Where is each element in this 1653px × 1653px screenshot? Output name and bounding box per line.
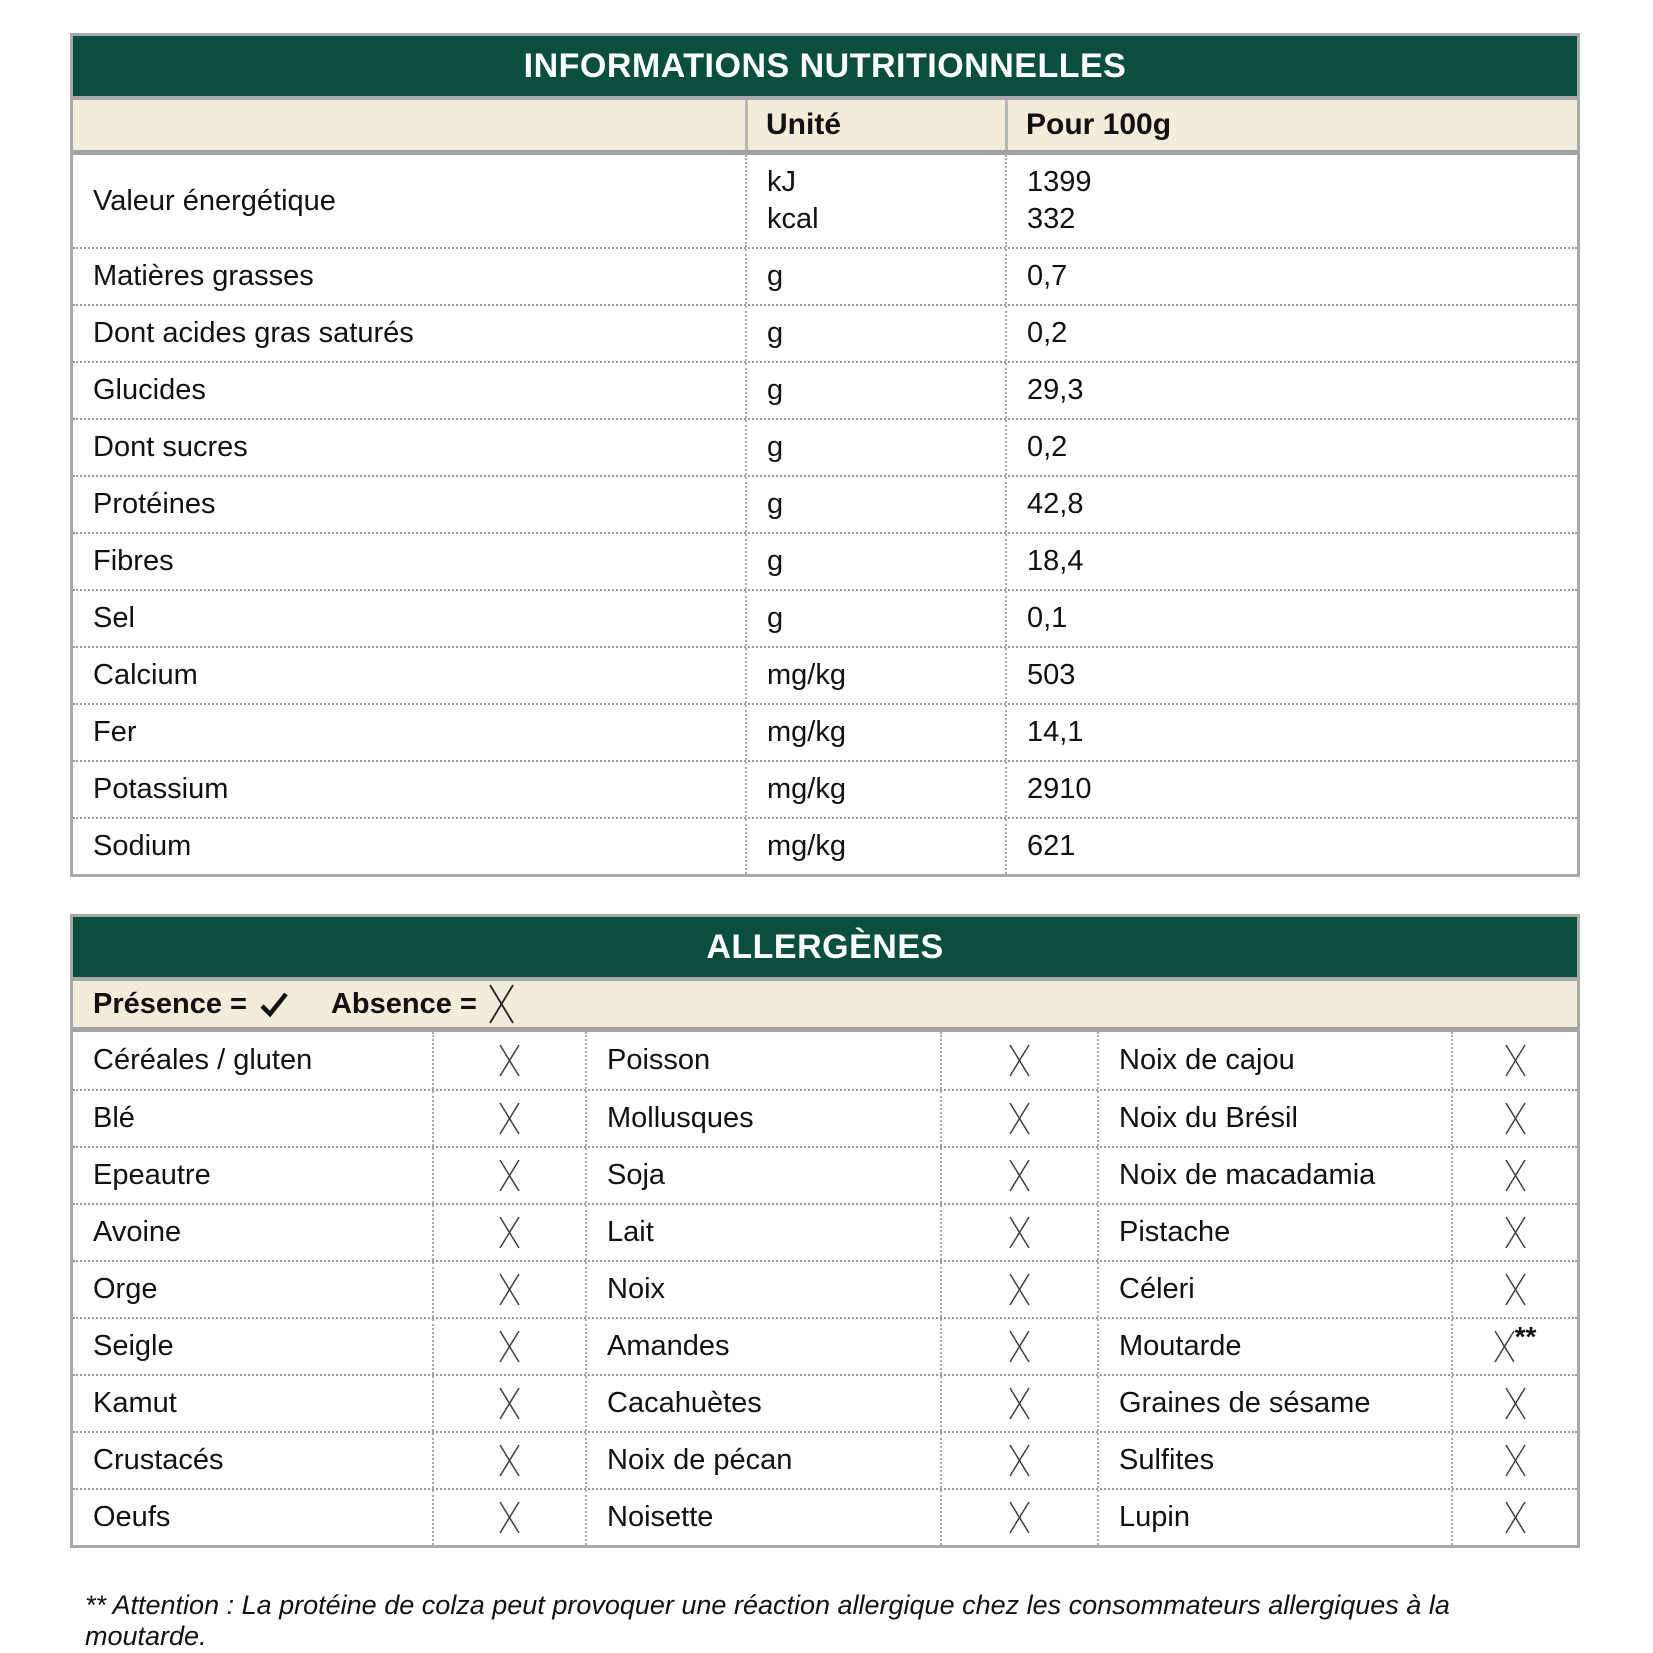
nutrient-value: 621 [1005,819,1577,874]
nutrient-unit: mg/kg [745,705,1005,760]
nutrient-label: Protéines [93,488,216,520]
allergen-label: Céréales / gluten [93,1044,313,1076]
nutrient-value: 0,1 [1005,591,1577,646]
energy-value-kj: 1399 [1027,166,1092,198]
nutrient-label: Valeur énergétique [93,184,336,217]
table-row [73,532,1577,589]
allergen-label: Lait [585,1205,940,1260]
absence-x-icon [940,1319,1097,1374]
table-row [73,361,1577,418]
allergen-row-mustard [73,1317,1577,1374]
absence-x-icon [1451,1262,1577,1317]
nutrient-label: Sel [93,602,135,634]
absence-x-icon [432,1091,585,1146]
allergen-row [73,1089,1577,1146]
nutrient-value: 14,1 [1005,705,1577,760]
nutrition-table [70,33,1580,877]
allergen-row [73,1032,1577,1089]
mustard-note-asterisks: ** [1514,1320,1537,1352]
nutrient-value: 18,4 [1005,534,1577,589]
allergen-label: Moutarde [1097,1319,1451,1374]
nutrient-value [1005,155,1577,247]
absence-x-icon [432,1032,585,1089]
absence-x-icon [432,1262,585,1317]
allergen-label: Poisson [585,1032,940,1089]
absence-x-icon [940,1148,1097,1203]
absence-x-icon [432,1433,585,1488]
allergen-row [73,1260,1577,1317]
nutrition-header-per100g: Pour 100g [1005,100,1577,150]
allergen-label: Noix de cajou [1097,1032,1451,1089]
nutrient-value: 0,2 [1005,306,1577,361]
allergen-label: Sulfites [1097,1433,1451,1488]
allergen-table-title: ALLERGÈNES [73,917,1577,981]
absence-x-icon [1451,1376,1577,1431]
nutrient-label: Fer [93,716,137,748]
nutrient-label: Matières grasses [93,260,314,292]
energy-unit-stack [767,164,819,238]
absence-x-icon [432,1205,585,1260]
allergen-row [73,1431,1577,1488]
allergen-label: Crustacés [93,1444,224,1476]
energy-unit-kj: kJ [767,166,796,198]
table-row [73,418,1577,475]
absence-x-icon [940,1433,1097,1488]
energy-value-stack [1027,164,1092,238]
nutrient-label: Dont sucres [93,431,248,463]
nutrient-label: Potassium [93,773,229,805]
allergen-table [70,914,1580,1548]
absence-x-icon [1451,1433,1577,1488]
absence-x-icon [1451,1148,1577,1203]
energy-value-kcal: 332 [1027,203,1076,235]
absence-x-icon [940,1205,1097,1260]
allergen-label: Kamut [93,1387,177,1419]
table-row-energy [73,155,1577,247]
allergen-label: Céleri [1097,1262,1451,1317]
allergen-label: Avoine [93,1216,182,1248]
table-row [73,760,1577,817]
table-row [73,304,1577,361]
nutrient-unit: g [745,591,1005,646]
absence-x-icon [432,1376,585,1431]
table-row [73,589,1577,646]
absence-label: Absence = [330,987,477,1020]
allergen-row [73,1374,1577,1431]
absence-x-icon [940,1376,1097,1431]
nutrient-unit: g [745,477,1005,532]
allergen-legend-row [73,981,1577,1032]
allergen-label: Seigle [93,1330,174,1362]
allergen-label: Lupin [1097,1490,1451,1545]
allergen-label: Amandes [585,1319,940,1374]
allergen-label: Pistache [1097,1205,1451,1260]
absence-x-icon [1451,1091,1577,1146]
absence-x-icon [1451,1032,1577,1089]
allergen-label: Oeufs [93,1501,171,1533]
nutrient-label: Calcium [93,659,198,691]
table-row [73,247,1577,304]
allergen-label: Cacahuètes [585,1376,940,1431]
allergen-label: Orge [93,1273,158,1305]
allergen-label: Graines de sésame [1097,1376,1451,1431]
nutrient-unit: g [745,363,1005,418]
table-row [73,703,1577,760]
nutrient-unit: g [745,306,1005,361]
allergen-label: Blé [93,1102,135,1134]
nutrient-value: 29,3 [1005,363,1577,418]
absence-x-icon [940,1262,1097,1317]
allergen-label: Epeautre [93,1159,211,1191]
absence-x-icon [940,1490,1097,1545]
table-row [73,817,1577,874]
nutrient-label: Fibres [93,545,174,577]
table-row [73,475,1577,532]
check-icon [259,991,289,1018]
absence-x-icon [432,1490,585,1545]
absence-x-icon [1451,1319,1577,1374]
absence-x-icon [940,1032,1097,1089]
nutrition-header-unit: Unité [745,100,1005,150]
allergen-label: Noix du Brésil [1097,1091,1451,1146]
nutrient-unit: mg/kg [745,762,1005,817]
allergen-label: Soja [585,1148,940,1203]
nutrient-value: 2910 [1005,762,1577,817]
absence-x-icon [432,1148,585,1203]
nutrient-value: 42,8 [1005,477,1577,532]
allergen-label: Noix [585,1262,940,1317]
nutrient-unit [745,155,1005,247]
nutrient-value: 503 [1005,648,1577,703]
absence-x-icon [432,1319,585,1374]
allergen-label: Mollusques [585,1091,940,1146]
nutrient-unit: mg/kg [745,819,1005,874]
allergen-label: Noix de pécan [585,1433,940,1488]
absence-x-icon [489,984,514,1024]
nutrient-unit: g [745,249,1005,304]
energy-unit-kcal: kcal [767,203,819,235]
presence-label: Présence = [93,987,247,1020]
nutrient-unit: g [745,534,1005,589]
mustard-warning-footnote: ** Attention : La protéine de colza peut provoquer une réaction allergique chez les consommateurs allergiques à la moutarde. [85,1590,1450,1651]
absence-x-icon [1451,1490,1577,1545]
nutrient-unit: mg/kg [745,648,1005,703]
allergen-row [73,1488,1577,1545]
allergen-row [73,1203,1577,1260]
nutrient-label: Glucides [93,374,206,406]
nutrient-unit: g [745,420,1005,475]
nutrition-table-title: INFORMATIONS NUTRITIONNELLES [73,36,1577,100]
allergen-label: Noix de macadamia [1097,1148,1451,1203]
nutrient-label: Dont acides gras saturés [93,317,414,349]
allergen-label: Noisette [585,1490,940,1545]
absence-x-icon [940,1091,1097,1146]
nutrition-header-row [73,100,1577,155]
nutrient-value: 0,2 [1005,420,1577,475]
allergen-row [73,1146,1577,1203]
table-row [73,646,1577,703]
absence-x-icon [1451,1205,1577,1260]
nutrient-label: Sodium [93,830,192,862]
nutrient-value: 0,7 [1005,249,1577,304]
